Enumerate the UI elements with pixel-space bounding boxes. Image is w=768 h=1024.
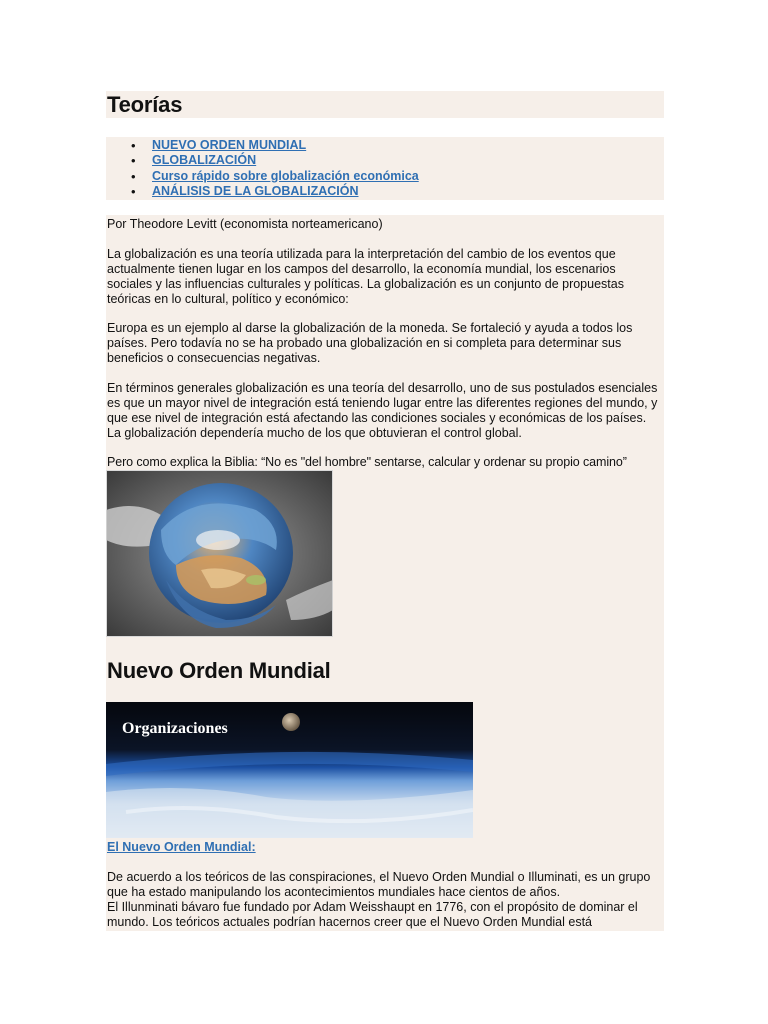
list-item <box>106 169 664 184</box>
title-band <box>106 91 664 118</box>
link-curso-rapido[interactable]: Curso rápido sobre globalización económica <box>152 168 419 183</box>
body-band <box>106 215 664 931</box>
paragraph-nom <box>106 870 663 930</box>
link-globalizacion[interactable]: GLOBALIZACIÓN <box>152 153 257 168</box>
earth-banner-image <box>106 702 473 838</box>
paragraph-quote: Pero como explica la Biblia: “No es "del hombre" sentarse, calcular y ordenar su propio camino” <box>107 455 627 469</box>
author-line: Por Theodore Levitt (economista norteamericano) <box>107 217 383 231</box>
list-item <box>106 138 664 153</box>
paragraph-development: En términos generales globalización es una teoría del desarrollo, uno de sus postulados esenciales es que un mayor nivel de integración está teniendo lugar entre las diferentes regiones del mundo, y que ese nivel de integración está afectando las condiciones sociales y económicas de los países. La globalización dependería mucho de los que obtuvieran el control global. <box>107 381 658 440</box>
paragraph-definition: La globalización es una teoría utilizada para la interpretación del cambio de los eventos que actualmente tienen lugar en los campos del desarrollo, la economía mundial, los escenarios sociales y las influencias culturales y políticas. La globalización es un conjunto de propuestas teóricas en lo cultural, político y económico: <box>107 247 624 306</box>
link-el-nuevo-orden-mundial[interactable]: El Nuevo Orden Mundial: <box>107 840 256 854</box>
list-item <box>106 153 664 168</box>
earth-banner-text: Organizaciones <box>122 720 228 737</box>
paragraph-europe: Europa es un ejemplo al darse la globalización de la moneda. Se fortaleció y ayuda a todos los países. Pero todavía no se ha probado una globalización en si completa para determinar sus beneficios o consecuencias negativas. <box>107 321 633 365</box>
page-title: Teorías <box>107 92 183 117</box>
paragraph-nom-line-a: De acuerdo a los teóricos de las conspiraciones, el Nuevo Orden Mundial o Illuminati, es un grupo que ha estado manipulando los acontecimientos mundiales hace cientos de años. <box>107 870 651 899</box>
link-nuevo-orden-mundial[interactable]: NUEVO ORDEN MUNDIAL <box>152 138 307 152</box>
section-heading-nom: Nuevo Orden Mundial <box>107 658 331 683</box>
link-analisis-globalizacion[interactable]: ANÁLISIS DE LA GLOBALIZACIÓN <box>152 183 359 198</box>
hands-globe-image <box>106 470 333 637</box>
paragraph-nom-line-b: El Illunminati bávaro fue fundado por Adam Weisshaupt en 1776, con el propósito de dominar el mundo. Los teóricos actuales podrían hacernos creer que el Nuevo Orden Mundial está <box>107 900 638 929</box>
link-list <box>106 137 664 199</box>
links-band <box>106 137 664 200</box>
list-item <box>106 184 664 199</box>
